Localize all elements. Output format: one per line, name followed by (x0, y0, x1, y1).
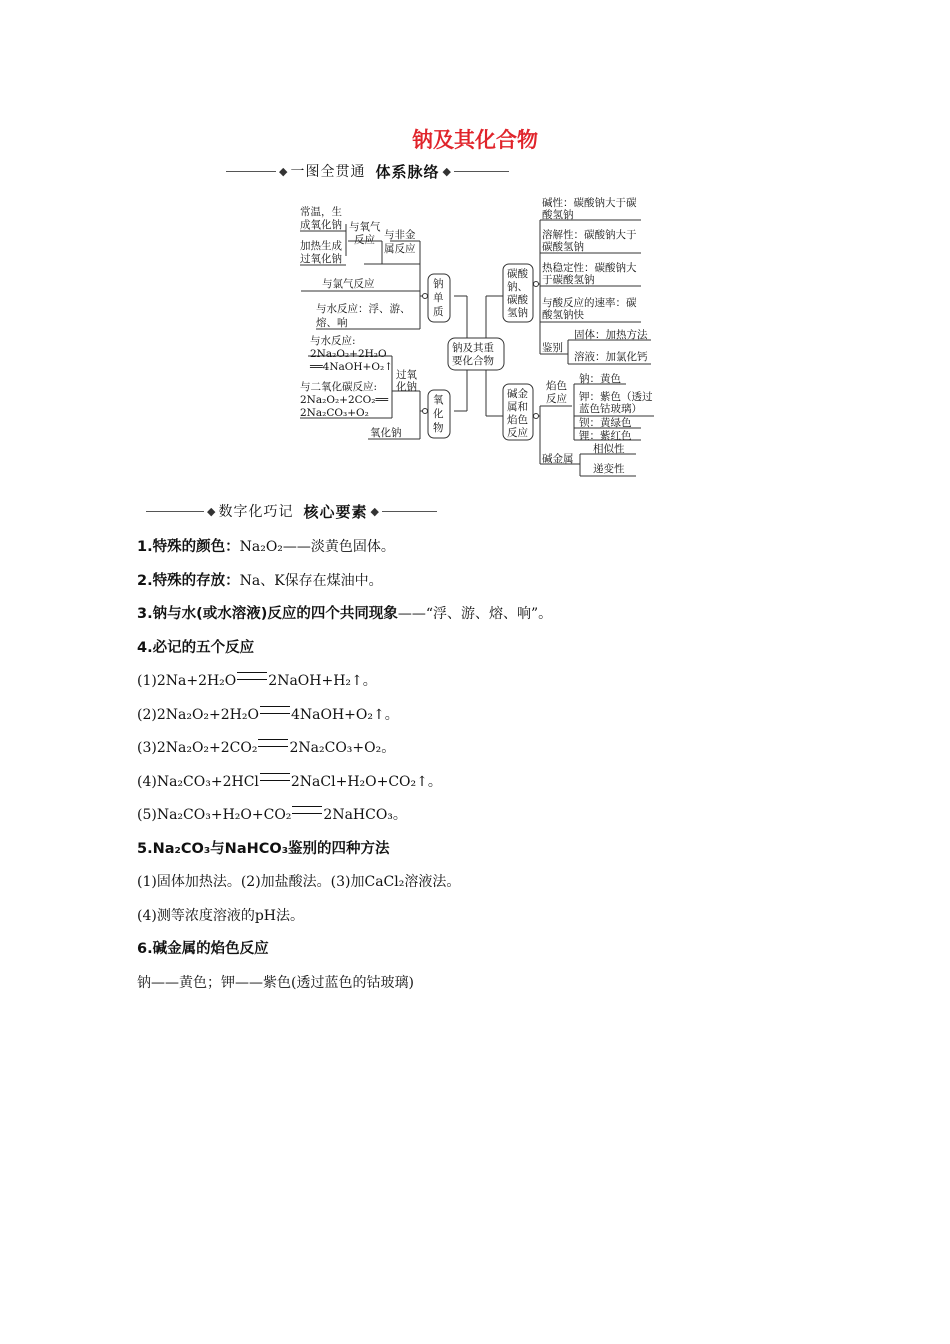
diamond-ornament-icon: ◆ (207, 504, 216, 518)
point-text: 钠——黄色；钾——紫色(透过蓝色的钴玻璃) (137, 974, 414, 991)
point-5-line-1 (137, 869, 837, 903)
point-heading: 6.碱金属的焰色反应 (137, 941, 269, 957)
oxygen-label: 反应 (354, 234, 375, 246)
reaction-left: (1)2Na+2H₂O (137, 673, 237, 689)
alkali-label: 碱金属 (542, 453, 574, 465)
flame-node-line: 反应 (507, 427, 528, 439)
point-5 (137, 836, 837, 870)
nonmetal-label: 与非金 (384, 229, 416, 241)
point-text: ——淡黄色固体。 (282, 539, 395, 555)
reaction-2 (137, 702, 837, 736)
reaction-right: 2Na₂CO₃+O₂。 (289, 740, 396, 756)
reaction-left: (4)Na₂CO₃+2HCl (137, 773, 259, 790)
banner-heading: 核心要素 (303, 502, 368, 521)
potassium-flame: 蓝色钴玻璃） (579, 403, 642, 415)
carbonate-node-line: 碳酸 (507, 268, 528, 280)
gradation-label: 递变性 (593, 463, 625, 475)
flame-node-line: 碱金 (507, 388, 528, 400)
banner-line (226, 171, 276, 172)
stability-text: 热稳定性：碳酸钠大 (542, 262, 637, 274)
room-temp-label: 常温，生 (300, 206, 342, 218)
center-node-line2: 要化合物 (452, 355, 494, 367)
point-6-text (137, 970, 837, 1004)
sodium-flame: 钠：黄色 (579, 373, 621, 385)
branch-dot (423, 294, 428, 299)
peroxide-water: 与水反应: (310, 335, 356, 347)
identify-label: 鉴别 (542, 342, 563, 354)
banner-heading: 体系脉络 (375, 162, 440, 181)
water-label: 熔、响 (316, 317, 348, 329)
flame-color-label: 焰色 (546, 380, 567, 392)
oxide-node-char: 物 (433, 422, 444, 434)
center-node-line1: 钠及其重 (452, 342, 494, 354)
banner-label: 数字化巧记 (218, 504, 294, 520)
reaction-left: (5)Na₂CO₃+H₂O+CO₂ (137, 807, 292, 823)
diamond-ornament-icon: ◆ (370, 504, 379, 518)
oxide-node-char: 氧 (433, 394, 444, 406)
equals-sign-icon (258, 739, 288, 747)
branch-dot (423, 409, 428, 414)
reaction-left: (3)2Na₂O₂+2CO₂ (137, 740, 258, 756)
point-1 (137, 534, 837, 568)
branch-dot (534, 282, 539, 287)
oxygen-label: 与氧气 (349, 221, 381, 233)
peroxide-co2: 与二氧化碳反应: (300, 381, 378, 393)
sodium-node-char: 质 (433, 306, 444, 318)
water-label: 与水反应：浮、游、 (316, 303, 411, 315)
flame-color-label: 反应 (546, 393, 567, 405)
acid-rate-text: 与酸反应的速率：碳 (542, 297, 637, 309)
point-5-line-2 (137, 903, 837, 937)
branch-dot (534, 414, 539, 419)
point-6 (137, 936, 837, 970)
peroxide-water: ══4NaOH+O₂↑ (310, 361, 393, 373)
reaction-left: (2)2Na₂O₂+2H₂O (137, 706, 259, 723)
diamond-ornament-icon: ◆ (279, 164, 288, 178)
reaction-right: 2NaOH+H₂↑。 (268, 673, 377, 689)
heat-label: 过氧化钠 (300, 253, 342, 265)
point-heading: 2.特殊的存放： (137, 572, 240, 589)
flame-node-line: 焰色 (507, 414, 528, 426)
formula: Na₂O₂ (239, 539, 283, 555)
reaction-1 (137, 668, 837, 702)
solution-method: 溶液：加氯化钙 (574, 351, 648, 363)
point-heading: 5.Na₂CO₃与NaHCO₃鉴别的四种方法 (137, 840, 390, 857)
peroxide-co2: 2Na₂CO₃+O₂ (300, 407, 369, 419)
solubility-text: 碳酸氢钠 (542, 241, 584, 253)
acid-rate-text: 酸氢钠快 (542, 309, 584, 321)
reaction-3 (137, 735, 837, 769)
diamond-ornament-icon: ◆ (442, 164, 451, 178)
reaction-right: 4NaOH+O₂↑。 (290, 706, 399, 723)
banner-line (146, 511, 204, 512)
point-heading: 4.必记的五个反应 (137, 639, 255, 656)
page-title: 钠及其化合物 (412, 128, 538, 152)
point-4 (137, 635, 837, 669)
point-text: (4)测等浓度溶液的pH法。 (137, 907, 305, 924)
lithium-flame: 锂：紫红色 (579, 430, 632, 442)
sodium-node-char: 单 (433, 292, 444, 304)
oxide-node-char: 化 (433, 408, 444, 420)
reaction-right: 2NaHCO₃。 (323, 807, 407, 823)
banner-line (382, 511, 437, 512)
point-3 (137, 601, 837, 635)
basicity-text: 酸氢钠 (542, 209, 574, 221)
mind-map-diagram (296, 196, 658, 480)
room-temp-label: 成氧化钠 (300, 219, 342, 231)
equals-sign-icon (292, 806, 322, 814)
peroxide-water: 2Na₂O₂+2H₂O (310, 348, 387, 360)
equals-sign-icon (260, 773, 290, 781)
barium-flame: 钡：黄绿色 (579, 417, 632, 429)
peroxide-co2: 2Na₂O₂+2CO₂══ (300, 394, 389, 406)
carbonate-node-line: 碳酸 (507, 294, 528, 306)
carbonate-node-line: 钠、 (507, 281, 528, 293)
section-banner-core (146, 500, 437, 522)
flame-node-line: 属和 (507, 401, 528, 413)
banner-line (454, 171, 509, 172)
point-text: ——“浮、游、熔、响”。 (397, 606, 553, 622)
heat-label: 加热生成 (300, 240, 342, 252)
core-points (137, 534, 837, 1003)
nonmetal-label: 属反应 (384, 243, 416, 255)
point-2 (137, 568, 837, 602)
point-text: Na、K保存在煤油中。 (239, 572, 383, 589)
reaction-4 (137, 769, 837, 803)
solubility-text: 溶解性：碳酸钠大于 (542, 229, 637, 241)
banner-label: 一图全贯通 (290, 164, 366, 180)
stability-text: 于碳酸氢钠 (542, 274, 595, 286)
peroxide-label: 过氧 (396, 369, 417, 381)
chlorine-label: 与氯气反应 (322, 278, 375, 290)
carbonate-node-line: 氢钠 (507, 307, 528, 319)
reaction-5 (137, 802, 837, 836)
section-banner-system (226, 160, 509, 182)
potassium-flame: 钾：紫色（透过 (579, 391, 653, 403)
sodium-oxide-label: 氧化钠 (370, 427, 402, 439)
solid-method: 固体：加热方法 (574, 329, 648, 341)
point-heading: 1.特殊的颜色： (137, 539, 240, 555)
point-text: (1)固体加热法。(2)加盐酸法。(3)加CaCl₂溶液法。 (137, 874, 461, 890)
reaction-right: 2NaCl+H₂O+CO₂↑。 (290, 773, 442, 790)
point-heading: 3.钠与水(或水溶液)反应的四个共同现象 (137, 606, 398, 622)
basicity-text: 碱性：碳酸钠大于碳 (542, 197, 637, 209)
equals-sign-icon (260, 706, 290, 714)
similarity-label: 相似性 (593, 443, 625, 455)
equals-sign-icon (237, 672, 267, 680)
sodium-node-char: 钠 (433, 278, 444, 290)
peroxide-label: 化钠 (396, 381, 417, 393)
